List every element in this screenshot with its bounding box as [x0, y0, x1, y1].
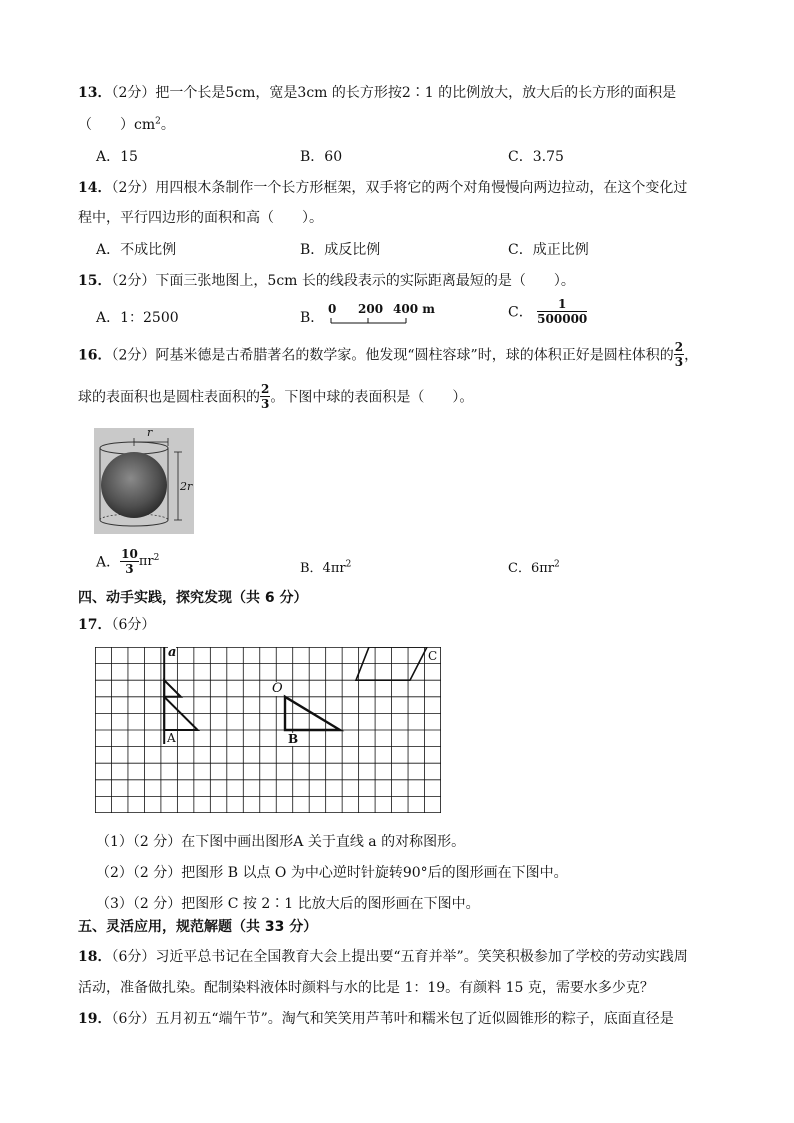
- q15-scale-bar: [326, 302, 436, 326]
- q16-line1: [78, 341, 698, 368]
- fig-radius-label: r: [147, 426, 153, 439]
- q19-text-line1: 五月初五“端午节”。淘气和笑笑用芦苇叶和糯米包了近似圆锥形的粽子，底面直径是: [155, 1011, 674, 1027]
- q16-line1-end: ，: [684, 347, 699, 364]
- q13-line2: [78, 114, 175, 134]
- q17-sub3: （3）（2 分）把图形 C 按 2∶1 比放大后的图形画在下图中。: [96, 896, 480, 912]
- q16-frac1-denominator: 3: [674, 355, 684, 369]
- q14-line2: 程中，平行四边形的面积和高（ ）。: [78, 210, 323, 226]
- q13-option-c: C．3.75: [508, 149, 564, 165]
- q14-line1: [78, 177, 687, 197]
- q16-option-c-text: C．6πr: [508, 561, 554, 576]
- q13-line1: [78, 82, 676, 102]
- q16-option-a: [96, 548, 159, 575]
- q18-number: 18．: [78, 949, 112, 965]
- q16-frac2-denominator: 3: [261, 397, 270, 411]
- q13-score: （2分）: [111, 85, 156, 101]
- q16-option-b-text: B．4πr: [300, 561, 346, 576]
- q16-fraction-1: [674, 341, 684, 368]
- q17-label-C: C: [428, 649, 438, 663]
- q17-header: [78, 614, 155, 634]
- q15-number: 15．: [78, 273, 112, 289]
- q17-sub1: （1）（2 分）在下图中画出图形A 关于直线 a 的对称图形。: [96, 834, 466, 850]
- q13-blank-sup: 2: [155, 116, 161, 127]
- q17-label-a: a: [168, 645, 177, 660]
- q16-option-a-prefix: A．: [96, 554, 121, 571]
- q16-option-b: [300, 557, 351, 576]
- q16-option-a-denominator: 3: [125, 562, 134, 576]
- q17-sub2: （2）（2 分）把图形 B 以点 O 为中心逆时针旋转90°后的图形画在下图中。: [96, 865, 568, 881]
- q13-option-a: A．15: [96, 149, 138, 165]
- q16-frac2-numerator: 2: [261, 382, 270, 396]
- scale-label-0: 0: [328, 302, 337, 316]
- q16-fraction-2: [260, 383, 270, 410]
- sphere-in-cylinder-figure: [94, 428, 194, 534]
- q19-score: （6分）: [111, 1011, 156, 1027]
- q16-option-c-sup: 2: [553, 559, 560, 570]
- q15-option-c-denominator: 500000: [537, 312, 588, 326]
- q16-option-a-fraction: [120, 548, 139, 575]
- q15-option-c: [508, 298, 587, 325]
- q19-line1: [78, 1008, 674, 1028]
- q16-number: 16．: [78, 347, 112, 364]
- q13-text: 把一个长是5cm，宽是3cm 的长方形按2∶1 的比例放大，放大后的长方形的面积是: [155, 85, 677, 101]
- q13-number: 13．: [78, 85, 112, 101]
- q16-line2: [78, 383, 473, 410]
- q16-text-line2-start: 球的表面积也是圆柱表面积的: [78, 389, 260, 406]
- q14-option-c: C．成正比例: [508, 242, 589, 258]
- q14-score: （2分）: [111, 180, 156, 196]
- q16-text-line2-end: 。下图中球的表面积是（ ）。: [270, 389, 474, 406]
- q17-label-A: A: [167, 731, 176, 745]
- section-5-title: 五、灵活应用，规范解题（共 33 分）: [78, 919, 318, 935]
- q14-option-b: B．成反比例: [300, 242, 381, 258]
- scale-line: [326, 317, 412, 325]
- q14-text-line1: 用四根木条制作一个长方形框架，双手将它的两个对角慢慢向两边拉动，在这个变化过: [155, 180, 688, 196]
- q18-text-line1: 习近平总书记在全国教育大会上提出要“五育并举”。笑笑积极参加了学校的劳动实践周: [155, 949, 688, 965]
- q16-option-a-sup: 2: [153, 552, 160, 563]
- q16-frac1-numerator: 2: [674, 340, 684, 354]
- q16-text-line1: 阿基米德是古希腊著名的数学家。他发现“圆柱容球”时，球的体积正好是圆柱体积的: [155, 347, 674, 364]
- q15-option-a: A．1：2500: [96, 310, 179, 326]
- cylinder-sphere-image: [94, 428, 194, 534]
- q15-score: （2分）: [111, 273, 156, 289]
- q15-line1: [78, 270, 575, 290]
- fig-height-label: 2r: [180, 480, 193, 493]
- q16-option-c: [508, 557, 560, 576]
- q15-text: 下面三张地图上，5cm 长的线段表示的实际距离最短的是（ ）。: [155, 273, 575, 289]
- q18-line1: [78, 946, 688, 966]
- q17-number: 17．: [78, 617, 112, 633]
- q15-option-b-prefix: B．: [300, 310, 325, 326]
- q14-number: 14．: [78, 180, 112, 196]
- q16-option-a-numerator: 10: [121, 547, 138, 561]
- q18-line2: 活动，准备做扎染。配制染料液体时颜料与水的比是 1：19。有颜料 15 克，需要水多少克？: [78, 980, 654, 996]
- q16-score: （2分）: [111, 347, 156, 364]
- q15-option-c-prefix: C．: [508, 304, 533, 321]
- q17-grid-svg: [95, 647, 441, 813]
- q17-grid-figure: [95, 647, 441, 813]
- q18-score: （6分）: [111, 949, 156, 965]
- q17-label-B: B: [288, 732, 299, 746]
- q14-option-a: A．不成比例: [96, 242, 177, 258]
- q19-number: 19．: [78, 1011, 112, 1027]
- section-4-title: 四、动手实践，探究发现（共 6 分）: [78, 590, 308, 606]
- scale-label-200: 200: [358, 302, 384, 316]
- q13-option-b: B．60: [300, 149, 343, 165]
- q17-score: （6分）: [111, 617, 156, 633]
- q16-option-b-sup: 2: [345, 559, 352, 570]
- q17-label-O: O: [272, 681, 283, 696]
- q16-option-a-suffix: πr: [138, 554, 154, 569]
- q13-blank-end: 。: [160, 117, 175, 133]
- q15-option-c-numerator: 1: [537, 298, 587, 312]
- scale-label-400m: 400 m: [393, 302, 435, 316]
- q15-option-c-fraction: [537, 298, 587, 325]
- q13-blank: （ ）cm: [78, 117, 156, 133]
